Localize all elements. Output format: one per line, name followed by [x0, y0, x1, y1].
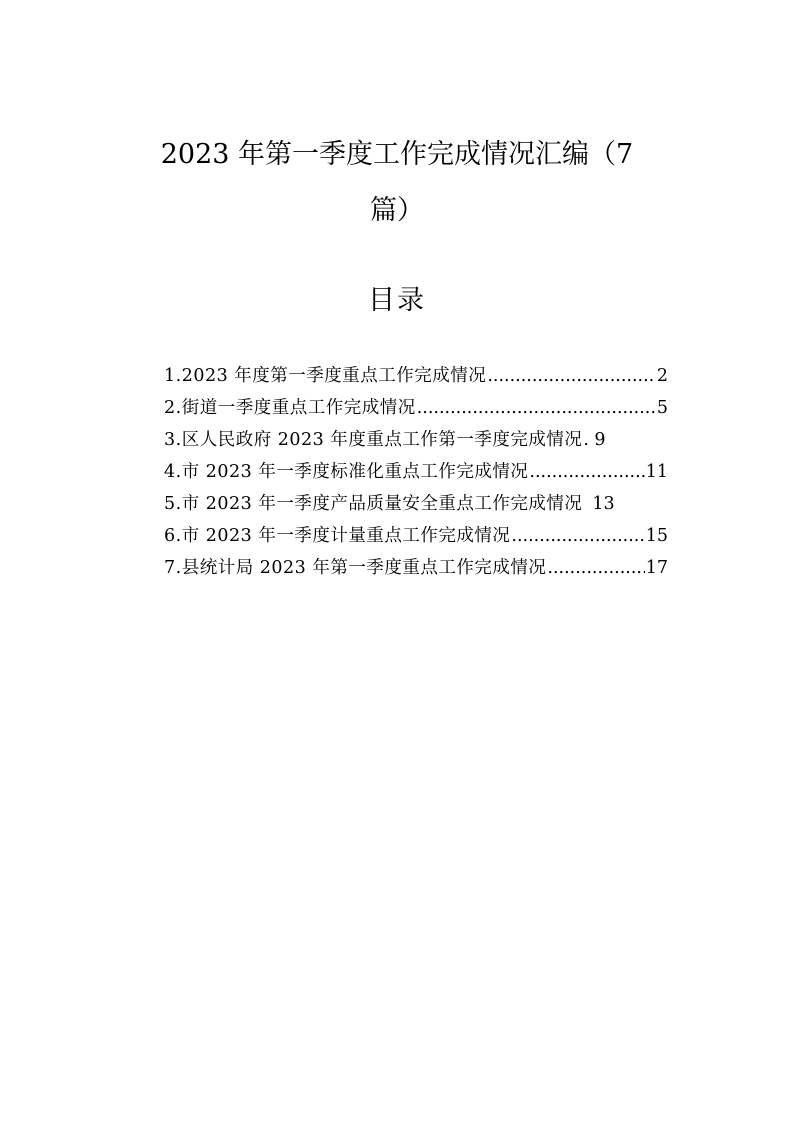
toc-dot-leader [511, 524, 644, 548]
toc-entry-title: 县统计局 2023 年第一季度重点工作完成情况 [181, 558, 547, 578]
toc-entry[interactable] [164, 556, 668, 588]
toc-entry-number: 6. [164, 526, 182, 546]
toc-entry-page: 9 [594, 430, 606, 450]
toc-entry-number: 7. [164, 558, 182, 578]
toc-entry-page: 11 [645, 462, 668, 482]
toc-heading: 目录 [368, 285, 426, 316]
toc-entry[interactable] [164, 524, 668, 556]
toc-entry-number: 3. [164, 430, 182, 450]
toc-entry[interactable] [164, 460, 668, 492]
toc-entry-page: 2 [656, 366, 668, 386]
toc-entry-title: 市 2023 年一季度计量重点工作完成情况 [181, 526, 511, 546]
toc-entry-number: 5. [164, 494, 182, 514]
toc-dot-leader [417, 396, 656, 420]
toc-entry-title: 街道一季度重点工作完成情况 [181, 398, 416, 418]
toc-entry-number: 1. [164, 366, 182, 386]
toc-entry-page: 13 [592, 494, 615, 514]
toc-dot-leader [529, 460, 644, 484]
toc-entry-title: 市 2023 年一季度产品质量安全重点工作完成情况 [181, 494, 583, 514]
toc-entry-title: 市 2023 年一季度标准化重点工作完成情况 [181, 462, 529, 482]
toc-entry-title: 2023 年度第一季度重点工作完成情况 [181, 366, 487, 386]
toc-entry[interactable] [164, 396, 668, 428]
toc-entry-page: 17 [645, 558, 668, 578]
toc-dot-leader [583, 428, 593, 452]
table-of-contents [164, 364, 668, 588]
toc-entry-number: 4. [164, 462, 182, 482]
toc-entry-number: 2. [164, 398, 182, 418]
toc-entry[interactable] [164, 364, 668, 396]
toc-entry-title: 区人民政府 2023 年度重点工作第一季度完成情况 [181, 430, 583, 450]
toc-entry-page: 5 [656, 398, 668, 418]
toc-entry-page: 15 [645, 526, 668, 546]
toc-dot-leader [547, 556, 644, 580]
toc-entry[interactable] [164, 428, 668, 460]
toc-entry[interactable] [164, 492, 668, 524]
document-title-line-1: 2023 年第一季度工作完成情况汇编（7 [160, 139, 634, 170]
toc-dot-leader [487, 364, 656, 388]
document-title-line-2: 篇） [370, 195, 424, 226]
